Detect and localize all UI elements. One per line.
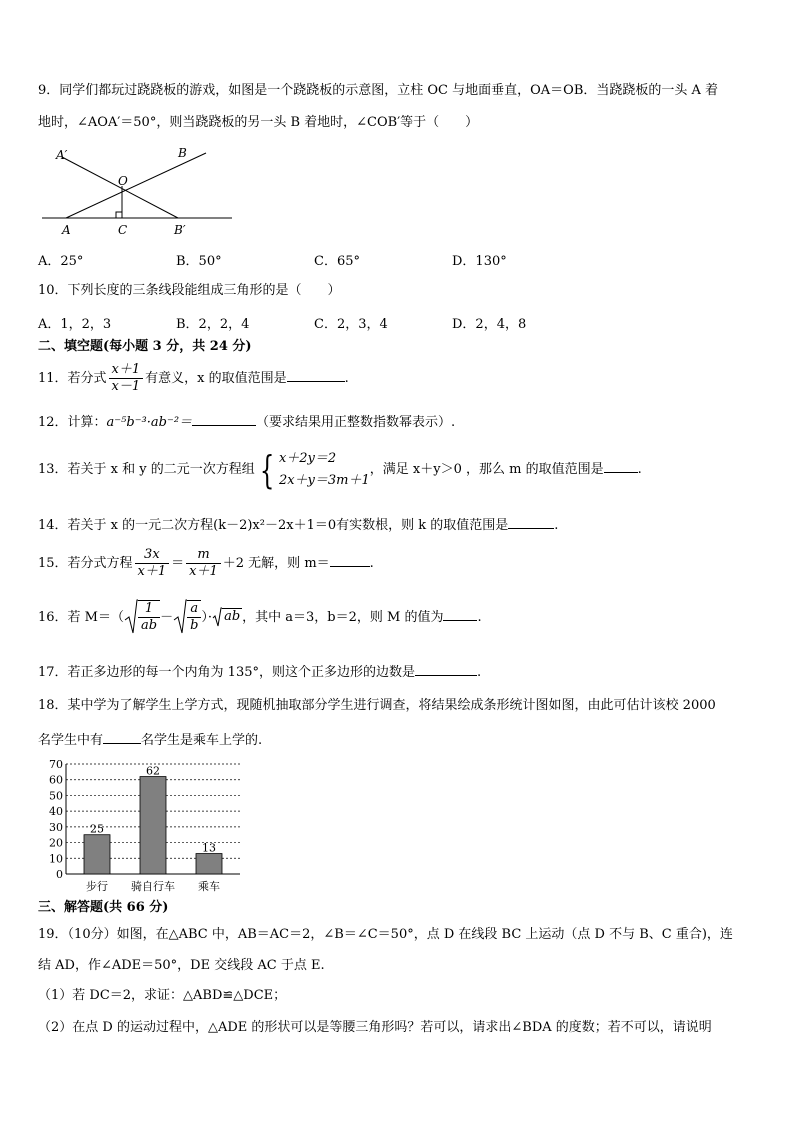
- q16-root3: ab: [224, 609, 241, 625]
- radical-sign-icon: [124, 598, 138, 636]
- q13-eq2: 2x＋y＝3m＋1: [278, 472, 370, 488]
- y-tick-label: 30: [49, 820, 63, 834]
- q13-brace: {: [259, 447, 275, 492]
- y-tick-label: 40: [49, 805, 63, 819]
- q14-text: 14．若关于 x 的一元二次方程(k－2)x²－2x＋1＝0有实数根，则 k 的取值范围是: [38, 518, 509, 533]
- q16-pre: 16．若 M＝（: [38, 609, 124, 625]
- q15-left-denominator: x＋1: [137, 564, 167, 579]
- q18-line2: [38, 729, 262, 750]
- q15-equals: ＝: [171, 556, 185, 571]
- q9-option-b: B．50°: [176, 254, 222, 269]
- q10-option-b: B．2，2，4: [176, 317, 250, 332]
- q9-text-line2: 地时，∠AOA′＝50°，则当跷跷板的另一头 B 着地时，∠COB′等于（ ）: [38, 115, 479, 130]
- q16: 16．若 M＝（ $\frac{1}{ab}$ － $\frac{a}{b}$ ）· ab ，其中 a＝3，b＝2，则 M 的值为 .: [38, 598, 482, 637]
- q11-pre: 11．若分式: [38, 371, 107, 386]
- q10-option-d: D．2，4，8: [452, 317, 527, 332]
- bar: [196, 854, 222, 874]
- label-a-prime: A′: [56, 148, 68, 162]
- q15-left-fraction: [135, 547, 170, 580]
- bar-value-label: 25: [90, 822, 104, 836]
- q10-text: 10．下列长度的三条线段能组成三角形的是（ ）: [38, 283, 341, 298]
- q18-answer-blank[interactable]: [103, 729, 141, 744]
- q11-fraction: [109, 362, 144, 395]
- label-c: C: [118, 223, 128, 237]
- q11-answer-blank[interactable]: [287, 367, 345, 382]
- q12-expression: a⁻⁵b⁻³·ab⁻²＝: [106, 415, 193, 430]
- q11-post: 有意义，x 的取值范围是: [145, 371, 287, 386]
- q15-right-numerator: m: [186, 547, 221, 564]
- q19-part2: （2）在点 D 的运动过程中，△ADE 的形状可以是等腰三角形吗？若可以，请求出∠BDA 的度数；若不可以，请说明: [38, 1020, 712, 1035]
- section3-heading: 三、解答题(共 66 分): [38, 900, 169, 915]
- q13-system: [279, 448, 370, 492]
- q16-post: ，其中 a＝3，b＝2，则 M 的值为: [242, 609, 444, 625]
- q15-pre: 15．若分式方程: [38, 556, 133, 571]
- bar-value-label: 13: [202, 841, 216, 855]
- q12-answer-blank[interactable]: [192, 411, 256, 426]
- q12-pre: 12．计算：: [38, 415, 107, 430]
- q11-numerator: x＋1: [109, 362, 144, 379]
- seesaw-figure: [38, 145, 238, 240]
- q9-text-line1: 9．同学们都玩过跷跷板的游戏，如图是一个跷跷板的示意图，立柱 OC 与地面垂直，OA＝OB．当跷跷板的一头 A 着: [38, 83, 719, 98]
- y-tick-label: 60: [49, 773, 63, 787]
- q19-line2: 结 AD，作∠ADE＝50°，DE 交线段 AC 于点 E.: [38, 958, 325, 973]
- q17-answer-blank[interactable]: [415, 661, 477, 676]
- q13-post: ，满足 x＋y＞0 ，那么 m 的取值范围是: [369, 462, 604, 477]
- q16-mid: ）·: [201, 609, 213, 625]
- bar: [140, 777, 166, 874]
- q11: 11．若分式 $\frac{x+1}{x-1}$ 有意义，x 的取值范围是 .: [38, 362, 349, 394]
- q15-left-numerator: 3x: [135, 547, 170, 564]
- q16-root1-numerator: 1: [138, 601, 160, 618]
- q16-root2-fraction: [187, 600, 201, 634]
- q13-pre: 13．若关于 x 和 y 的二元一次方程组: [38, 462, 255, 477]
- q19-part1: （1）若 DC＝2，求证：△ABD≌△DCE；: [38, 988, 287, 1003]
- board-a-aprime: [66, 153, 206, 218]
- y-tick-label: 50: [49, 789, 63, 803]
- q12-post: （要求结果用正整数指数幂表示）.: [256, 415, 456, 430]
- q10-option-c: C．2，3，4: [314, 317, 388, 332]
- q13: 13．若关于 x 和 y 的二元一次方程组 { x＋2y＝2 2x＋y＝3m＋1 ，满足 x＋y＞0 ，那么 m 的取值范围是 .: [38, 447, 642, 492]
- q11-denominator: x－1: [111, 379, 141, 394]
- q16-sqrt-1: [124, 598, 160, 637]
- q14: 14．若关于 x 的一元二次方程(k－2)x²－2x＋1＝0有实数根，则 k 的取值范围是 .: [38, 514, 558, 535]
- y-tick-label: 70: [49, 758, 63, 771]
- q17-text: 17．若正多边形的每一个内角为 135°，则这个正多边形的边数是: [38, 665, 415, 680]
- q15-right-denominator: x＋1: [189, 564, 218, 579]
- q9-option-a: A．25°: [38, 254, 84, 269]
- q19-line1: 19．（10分）如图，在△ABC 中，AB＝AC＝2，∠B＝∠C＝50°，点 D 在线段 BC 上运动（点 D 不与 B、C 重合)，连: [38, 927, 733, 942]
- q14-answer-blank[interactable]: [508, 514, 554, 529]
- q18-line2b: 名学生是乘车上学的.: [141, 733, 263, 748]
- radical-sign-icon: [212, 607, 222, 627]
- q13-eq1: x＋2y＝2: [278, 450, 337, 466]
- x-category-label: 乘车: [198, 880, 220, 893]
- q18-line2a: 名学生中有: [38, 733, 104, 748]
- q16-sqrt-3: [212, 598, 242, 636]
- q9-option-d: D．130°: [452, 254, 507, 269]
- section2-heading: 二、填空题(每小题 3 分，共 24 分): [38, 339, 252, 354]
- q9-option-c: C．65°: [314, 254, 360, 269]
- label-a: A: [62, 223, 71, 237]
- y-tick-label: 10: [49, 852, 63, 866]
- q16-answer-blank[interactable]: [443, 606, 477, 621]
- q16-root1-denominator: ab: [141, 618, 158, 633]
- x-category-label: 步行: [86, 880, 108, 893]
- q10-option-a: A．1，2，3: [38, 317, 112, 332]
- q16-minus: －: [160, 609, 174, 625]
- bar: [84, 835, 110, 874]
- q13-answer-blank[interactable]: [604, 458, 638, 473]
- q15-right-fraction: [186, 547, 221, 580]
- q15: 15．若分式方程 $\frac{3x}{x+1}$ ＝ $\frac{m}{x+1}$ ＋2 无解，则 m＝ .: [38, 547, 374, 579]
- q16-sqrt-2: [173, 598, 201, 637]
- q15-post: ＋2 无解，则 m＝: [222, 556, 330, 571]
- radical-sign-icon: [173, 598, 187, 636]
- q17: 17．若正多边形的每一个内角为 135°，则这个正多边形的边数是 .: [38, 661, 481, 682]
- y-tick-label: 20: [49, 836, 63, 850]
- q16-root1-fraction: [138, 600, 160, 634]
- q12: [38, 411, 455, 432]
- q18-line1: 18．某中学为了解学生上学方式，现随机抽取部分学生进行调查，将结果绘成条形统计图如图，由此可估计该校 2000: [38, 698, 716, 713]
- label-b-prime: B′: [174, 223, 186, 237]
- q16-root2-numerator: a: [187, 601, 201, 618]
- x-category-label: 骑自行车: [131, 880, 175, 893]
- q15-answer-blank[interactable]: [330, 552, 370, 567]
- label-o: O: [118, 174, 128, 188]
- bar-value-label: 62: [146, 764, 160, 778]
- label-b: B: [178, 146, 187, 160]
- y-tick-label: 0: [56, 868, 63, 881]
- q16-root2-denominator: b: [190, 618, 199, 633]
- right-angle-mark: [116, 212, 122, 218]
- bar-chart: [38, 756, 248, 896]
